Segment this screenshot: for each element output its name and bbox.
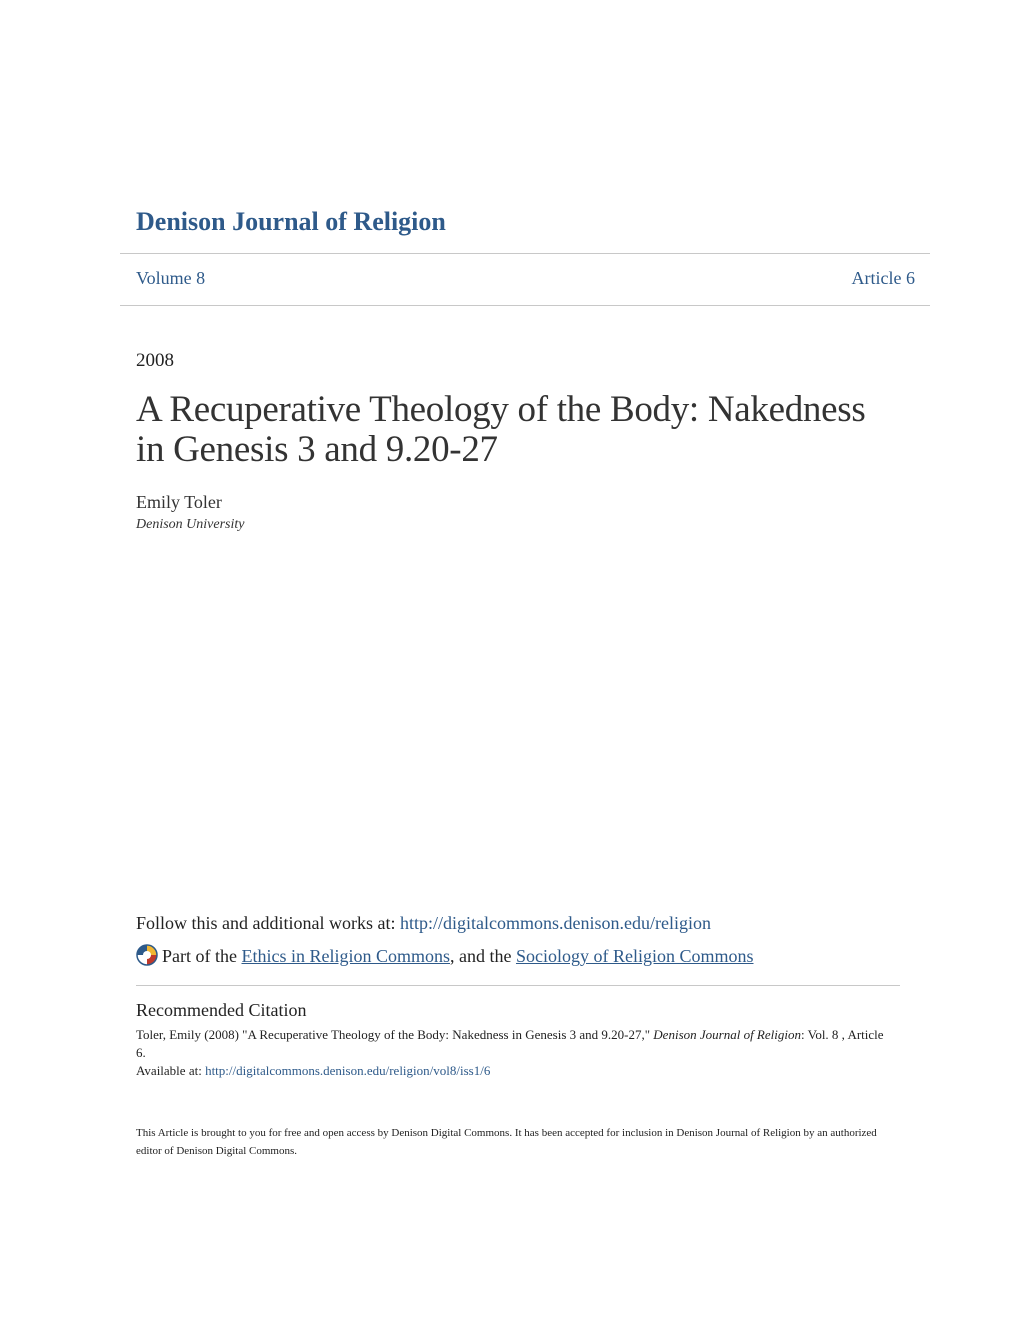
part-of-line (136, 944, 754, 967)
citation-available-prefix: Available at: (136, 1063, 206, 1078)
citation-heading: Recommended Citation (136, 1000, 307, 1020)
header-rule-top (120, 253, 930, 254)
bepress-logo-icon (136, 944, 158, 966)
publication-year: 2008 (136, 350, 174, 371)
journal-title[interactable]: Denison Journal of Religion (136, 207, 446, 236)
paper-title-line-1: A Recuperative Theology of the Body: Nakedness (136, 389, 866, 430)
part-of-middle: , and the (450, 946, 516, 966)
paper-title-line-2: in Genesis 3 and 9.20-27 (136, 429, 498, 470)
author-name[interactable]: Emily Toler (136, 492, 222, 512)
author-institution: Denison University (136, 517, 245, 532)
citation-url-link[interactable]: http://digitalcommons.denison.edu/religion/vol8/iss1/6 (205, 1063, 491, 1078)
sociology-religion-commons-link[interactable]: Sociology of Religion Commons (515, 946, 754, 966)
volume-link[interactable]: Volume 8 (136, 268, 206, 288)
citation-main-text: Toler, Emily (2008) "A Recuperative Theology of the Body: Nakedness in Genesis 3 and 9.20-27," (136, 1027, 654, 1042)
part-of-prefix: Part of the (162, 946, 242, 966)
citation-tail-text: : Vol. 8 , Article 6. (136, 1027, 884, 1060)
follow-prefix: Follow this and additional works at: (136, 913, 400, 933)
follow-url-link[interactable]: http://digitalcommons.denison.edu/religion (399, 913, 711, 933)
citation-rule (136, 985, 900, 986)
header-rule-bottom (120, 305, 930, 306)
follow-line (136, 913, 711, 934)
footer-notice: This Article is brought to you for free and open access by Denison Digital Commons. It has been accepted for inclusion in Denison Journal of Religion by an authorized editor of Denison Digital Commons. (136, 1127, 877, 1157)
article-link[interactable]: Article 6 (851, 268, 915, 288)
citation-journal: Denison Journal of Religion (653, 1027, 801, 1042)
ethics-religion-commons-link[interactable]: Ethics in Religion Commons (241, 946, 450, 966)
paper-title (136, 390, 896, 470)
citation-body (136, 1026, 896, 1080)
